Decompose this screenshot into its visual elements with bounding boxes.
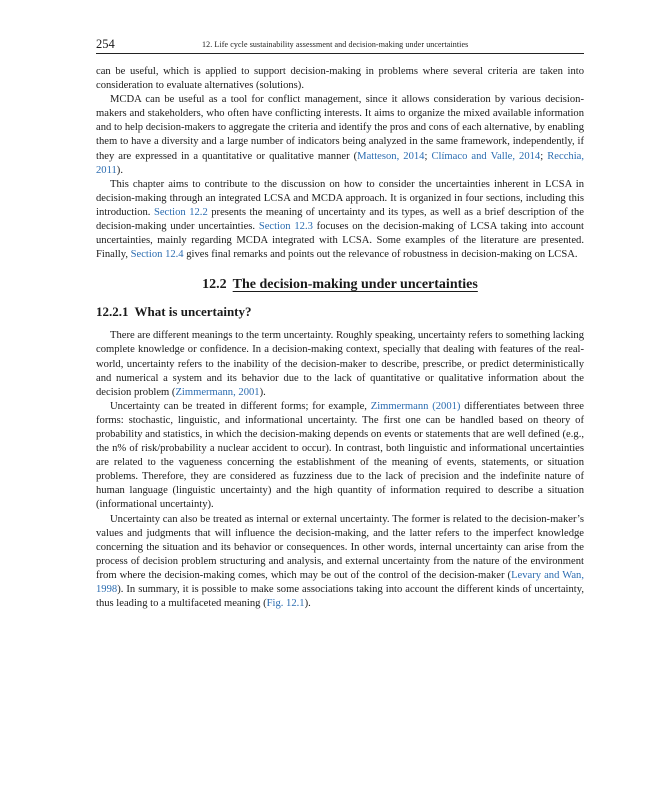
section-link[interactable]: Section 12.4: [130, 249, 184, 261]
paragraph: [96, 93, 584, 178]
paragraph-text: ).: [116, 164, 123, 176]
paragraph-text: This chapter aims to contribute to the discussion on how to consider the uncertainties inherent in LCSA in decision-making through an integrated LCSA and MCDA approach. It is organized in four sections, including this introduction.: [96, 178, 584, 218]
subsection-title: What is uncertainty?: [134, 304, 252, 320]
citation-link[interactable]: Levary and Wan, 1998: [96, 569, 584, 595]
section-title: The decision-making under uncertainties: [232, 277, 478, 293]
paragraph: [96, 513, 584, 612]
citation-link[interactable]: Clímaco and Valle, 2014: [431, 150, 541, 162]
section-number: 12.2: [202, 277, 227, 293]
subsection-number: 12.2.1: [96, 304, 129, 320]
citation-link[interactable]: Zimmermann (2001): [370, 400, 461, 412]
page-header: [96, 39, 584, 54]
paragraph-text: ;: [424, 150, 432, 162]
paragraph: [96, 178, 584, 263]
page-body: [96, 65, 584, 611]
paragraph-text: MCDA can be useful as a tool for conflict management, since it allows consideration by various decision-makers and stakeholders, who often have conflicting interests. It aims to organize the mixed available information and to help decision-makers to aggregate the criteria and identify the pros and cons of each alternative, by enabling them to have a diversity and a large number of indicators being analyzed in the same framework, independently, if they are expressed in a quantitative or qualitative manner (: [96, 94, 585, 162]
paragraph-text: ).: [304, 598, 311, 610]
section-link[interactable]: Section 12.2: [153, 206, 208, 218]
citation-link[interactable]: Matteson, 2014: [357, 150, 425, 162]
section-heading: [96, 276, 584, 294]
paragraph-text: gives final remarks and points out the relevance of robustness in decision-making on LCSA.: [183, 249, 578, 261]
running-head: 12. Life cycle sustainability assessment and decision-making under uncertainties: [202, 40, 469, 49]
citation-link[interactable]: Recchia, 2011: [96, 150, 584, 176]
paragraph: [96, 329, 584, 399]
paragraph: [96, 400, 584, 513]
paragraph-text: ). In summary, it is possible to make some associations taking into account the different kinds of uncertainty, thus leading to a multifaceted meaning (: [96, 584, 584, 610]
paragraph-text: differentiates between three forms: stochastic, linguistic, and informational uncertainty. The first one can be handled based on theory of probability and statistics, in which the decision-making depends on events or statements that are well defined (e.g., the n% of risk/probability a nuclear accident to occur). In contrast, both linguistic and informational uncertainties are related to the vagueness concerning the establishment of the meaning of events, statements, or situation problems. Therefore, they are considered as fuzziness due to the lack of precision and the indefinite nature of human language (linguistic uncertainty) and the high quantity of information required to describe a situation (informational uncertainty).: [96, 400, 584, 511]
paragraph: [96, 65, 584, 93]
paragraph-text: Uncertainty can also be treated as internal or external uncertainty. The former is related to the decision-maker’s values and judgments that will influence the decision-making, and the latter refers to the imperfect knowledge concerning the situation and its behavior or consequences. In other words, internal uncertainty can arise from the process of decision problem structuring and analysis, and external uncertainty from the nature of the environment from where the decision-making comes, which may be out of the control of the decision-maker (: [96, 513, 584, 581]
paragraph-text: ;: [540, 150, 548, 162]
paragraph-text: focuses on the decision-making of LCSA taking into account uncertainties, mainly regarding MCDA integrated with LCSA. Some examples of the literature are presented. Finally,: [96, 221, 584, 261]
paragraph-text: Uncertainty can be treated in different forms; for example,: [110, 400, 371, 412]
subsection-heading: [96, 303, 584, 320]
citation-link[interactable]: Zimmermann, 2001: [175, 386, 260, 398]
paragraph-text: ).: [259, 386, 266, 398]
page-number: 254: [96, 37, 115, 51]
figure-link[interactable]: Fig. 12.1: [266, 598, 305, 610]
section-link[interactable]: Section 12.3: [258, 221, 313, 233]
paragraph-text: presents the meaning of uncertainty and its types, as well as a brief description of the decision-making under uncertainties.: [96, 206, 584, 233]
paragraph-text: can be useful, which is applied to support decision-making in problems where several criteria are taken into consideration to evaluate alternatives (solutions).: [96, 66, 584, 92]
paragraph-text: There are different meanings to the term uncertainty. Roughly speaking, uncertainty refers to something lacking complete knowledge or confidence. In a decision-making context, specially that dealing with features of the real-world, uncertainty refers to the inability of the decision-maker to describe, prescribe, or predict deterministically and numerical a system and its behavior due to the lack of quantitative or qualitative information about the decision problem (: [96, 330, 584, 398]
